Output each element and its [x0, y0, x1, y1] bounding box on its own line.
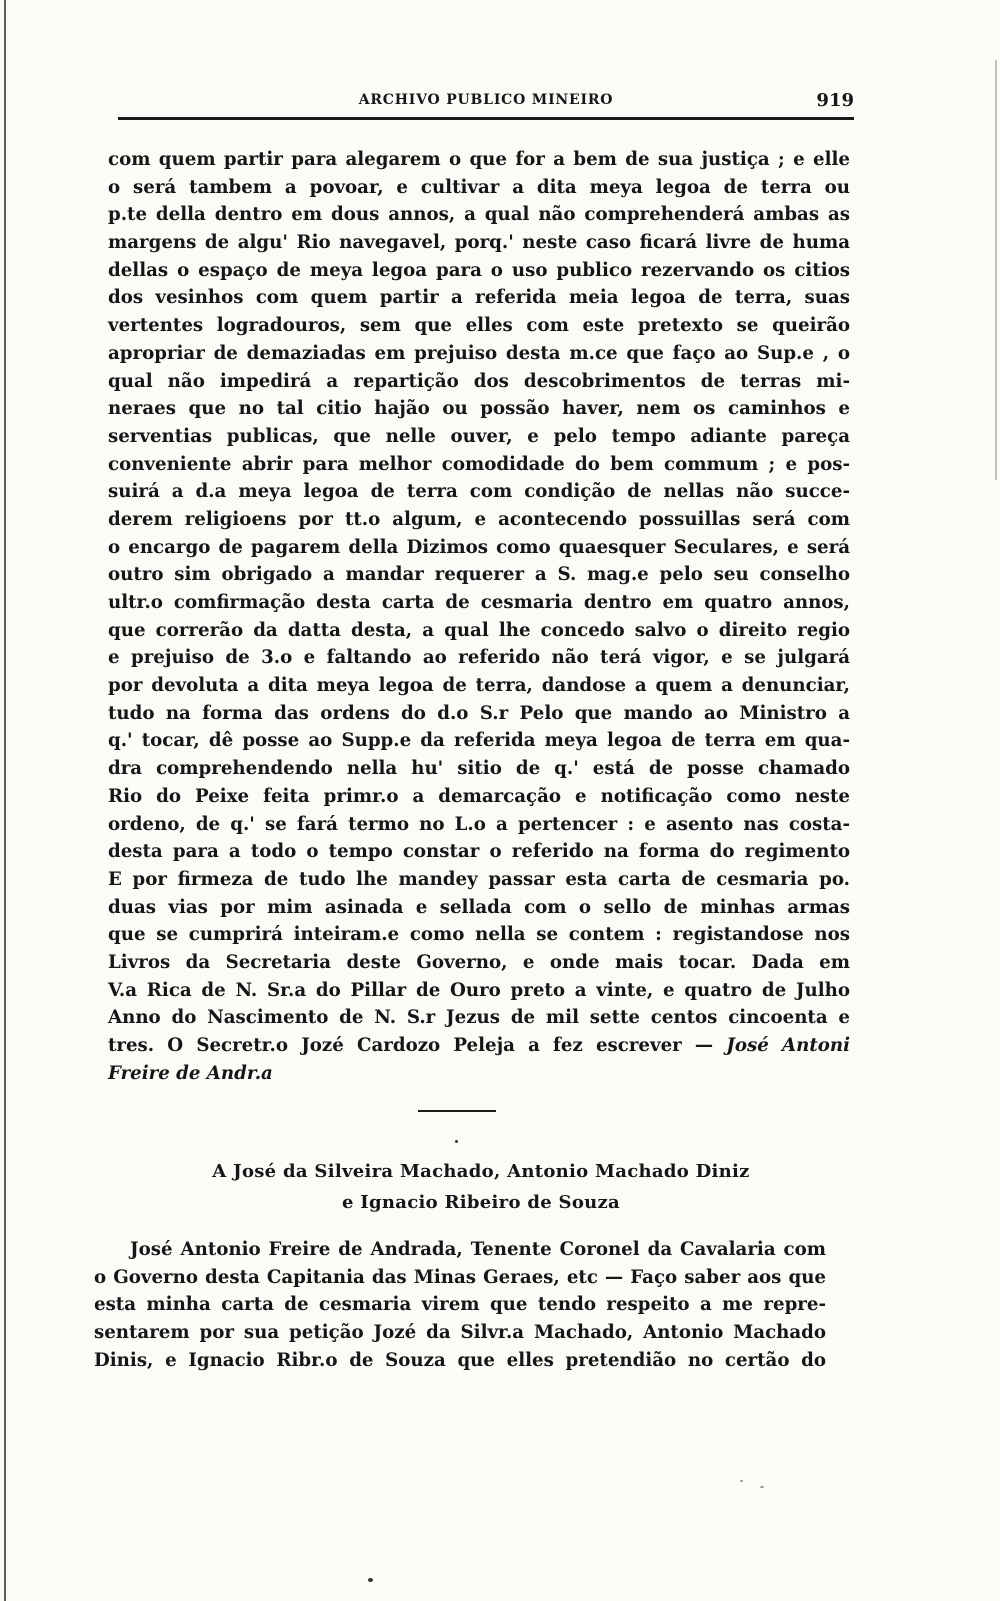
body-line: V.a Rica de N. Sr.a do Pillar de Ouro preto a vinte, e quatro de Julho [108, 979, 850, 1001]
body-line: conveniente abrir para melhor comodidade do bem commum ; e pos- [108, 453, 850, 475]
body-line: ordeno, de q.' se fará termo no L.o a pertencer : e asento nas costa- [108, 813, 850, 835]
section-line: Dinis, e Ignacio Ribr.o de Souza que elles pretendião no certão do [94, 1349, 826, 1371]
body-line: e prejuiso de 3.o e faltando ao referido não terá vigor, e se julgará [108, 647, 850, 669]
body-line: o será tambem a povoar, e cultivar a dita meya legoa de terra ou [108, 176, 850, 198]
section-body [94, 1236, 826, 1374]
header-rule [118, 117, 854, 120]
body-line: derem religioens por tt.o algum, e acontecendo possuillas será com [108, 508, 850, 530]
body-line: vertentes logradouros, sem que elles com este pretexto se queirão [108, 315, 850, 337]
body-line: Livros da Secretaria deste Governo, e onde mais tocar. Dada em [108, 951, 850, 973]
document-body [108, 146, 850, 1087]
body-line: neraes que no tal citio hajão ou possão haver, nem os caminhos e [108, 398, 850, 420]
page-edge-shadow [995, 60, 997, 480]
section-line: esta minha carta de cesmaria virem que tendo respeito a me repre- [94, 1294, 826, 1316]
body-line: que correrão da datta desta, a qual lhe concedo salvo o direito regio [108, 619, 850, 641]
print-speck [368, 1578, 373, 1582]
body-line: que se cumprirá inteiram.e como nella se contem : registandose nos [108, 924, 850, 946]
body-line: duas vias por mim asinada e sellada com o sello de minhas armas [108, 896, 850, 918]
body-line: p.te della dentro em dous annos, a qual não comprehenderá ambas as [108, 204, 850, 226]
body-line: apropriar de demaziadas em prejuiso desta m.ce que faço ao Sup.e , o [108, 342, 850, 364]
page-number: 919 [816, 90, 854, 111]
body-line: tudo na forma das ordens do d.o S.r Pelo que mando ao Ministro a [108, 702, 850, 724]
body-line: Rio do Peixe feita primr.o a demarcação e notificação como neste [108, 785, 850, 807]
body-line: com quem partir para alegarem o que for a bem de sua justiça ; e elle [108, 149, 850, 170]
signature-inline: José Antoni [726, 1035, 850, 1056]
body-line: q.' tocar, dê posse ao Supp.e da referida meya legoa de terra em qua- [108, 730, 850, 752]
body-line: desta para a todo o tempo constar o referido na forma do regimento [108, 841, 850, 863]
running-title: ARCHIVO PUBLICO MINEIRO [358, 92, 614, 108]
body-line: dos vesinhos com quem partir a referida meia legoa de terra, suas [108, 287, 850, 309]
body-line: Anno do Nascimento de N. S.r Jezus de mil sette centos cincoenta e [108, 1007, 850, 1029]
body-line: serventias publicas, que nelle ouver, e pelo tempo adiante pareça [108, 425, 850, 447]
print-speck [760, 1486, 764, 1488]
body-line: ultr.o comfirmação desta carta de cesmaria dentro em quatro annos, [108, 592, 850, 613]
body-line: outro sim obrigado a mandar requerer a S. mag.e pelo seu conselho [108, 564, 850, 586]
section-line: o Governo desta Capitania das Minas Geraes, etc — Faço saber aos que [94, 1266, 826, 1288]
page-edge [4, 0, 6, 1601]
section-line: sentarem por sua petição Jozé da Silvr.a Machado, Antonio Machado [94, 1322, 826, 1344]
body-line-text: tres. O Secretr.o Jozé Cardozo Peleja a fez escrever — [108, 1035, 714, 1056]
body-line: E por firmeza de tudo lhe mandey passar esta carta de cesmaria po. [108, 868, 850, 890]
section-heading [110, 1156, 852, 1218]
body-line-with-signature [108, 1032, 850, 1060]
print-speck [740, 1480, 743, 1482]
print-speck [455, 1140, 458, 1143]
body-line: qual não impedirá a repartição dos descobrimentos de terras mi- [108, 370, 850, 392]
body-line: dellas o espaço de meya legoa para o uso publico rezervando os citios [108, 259, 850, 281]
signature-last: Freire de Andr.a [108, 1062, 273, 1084]
section-separator [418, 1110, 496, 1112]
body-line: dra comprehendendo nella hu' sitio de q.' está de posse chamado [108, 758, 850, 780]
body-line: o encargo de pagarem della Dizimos como quaesquer Seculares, e será [108, 536, 850, 558]
body-line: por devoluta a dita meya legoa de terra, dandose a quem a denunciar, [108, 675, 850, 697]
body-line: margens de algu' Rio navegavel, porq.' neste caso ficará livre de huma [108, 232, 850, 254]
section-heading-line: e Ignacio Ribeiro de Souza [341, 1192, 621, 1213]
page-header [118, 90, 854, 116]
section-line: José Antonio Freire de Andrada, Tenente Coronel da Cavalaria com [130, 1239, 826, 1260]
section-heading-line: A José da Silveira Machado, Antonio Machado Diniz [212, 1161, 750, 1182]
body-line: suirá a d.a meya legoa de terra com condição de nellas não succe- [108, 481, 850, 503]
